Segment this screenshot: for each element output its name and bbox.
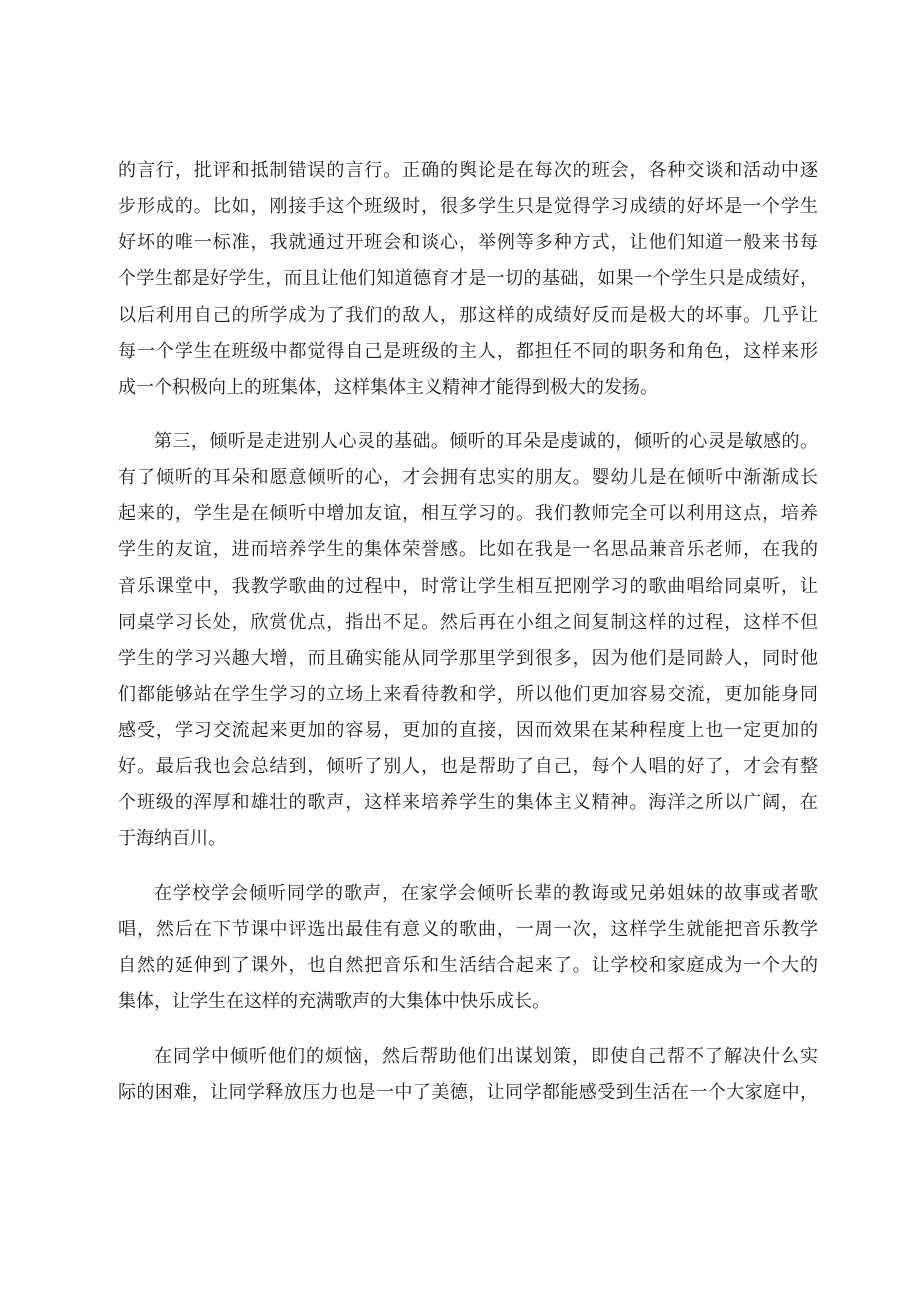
paragraph-line: 的言行，批评和抵制错误的言行。正确的舆论是在每次的班会，各种交谈和活动中逐 <box>118 160 818 181</box>
paragraph-line: 感受，学习交流起来更加的容易，更加的直接，因而效果在某种程度上也一定更加的 <box>118 720 818 741</box>
paragraph-line: 步形成的。比如，刚接手这个班级时，很多学生只是觉得学习成绩的好坏是一个学生 <box>118 196 818 217</box>
paragraph-line: 起来的，学生是在倾听中增加友谊，相互学习的。我们教师完全可以利用这点，培养 <box>118 503 818 524</box>
paragraph-line: 好。最后我也会总结到，倾听了别人，也是帮助了自己，每个人唱的好了，才会有整 <box>118 756 818 777</box>
paragraph-line: 学生的友谊，进而培养学生的集体荣誉感。比如在我是一名思品兼音乐老师，在我的 <box>118 539 818 560</box>
paragraph-line: 有了倾听的耳朵和愿意倾听的心，才会拥有忠实的朋友。婴幼儿是在倾听中渐渐成长 <box>118 467 818 488</box>
paragraph-line: 同桌学习长处，欣赏优点，指出不足。然后再在小组之间复制这样的过程，这样不但 <box>118 612 818 633</box>
paragraph-line: 在同学中倾听他们的烦恼，然后帮助他们出谋划策，即使自己帮不了解决什么实 <box>154 1046 818 1067</box>
paragraph-line: 际的困难，让同学释放压力也是一中了美德，让同学都能感受到生活在一个大家庭中， <box>118 1082 818 1103</box>
paragraph-line: 们都能够站在学生学习的立场上来看待教和学，所以他们更加容易交流，更加能身同 <box>118 684 818 705</box>
paragraph-line: 个学生都是好学生，而且让他们知道德育才是一切的基础，如果一个学生只是成绩好， <box>118 268 818 289</box>
paragraph-line: 个班级的浑厚和雄壮的歌声，这样来培养学生的集体主义精神。海洋之所以广阔，在 <box>118 792 818 813</box>
paragraph-line: 唱，然后在下节课中评选出最佳有意义的歌曲，一周一次，这样学生就能把音乐教学 <box>118 919 818 940</box>
paragraph-line: 成一个积极向上的班集体，这样集体主义精神才能得到极大的发扬。 <box>118 377 658 398</box>
paragraph-line: 以后利用自己的所学成为了我们的敌人，那这样的成绩好反而是极大的坏事。几乎让 <box>118 305 818 326</box>
paragraph-line: 每一个学生在班级中都觉得自己是班级的主人，都担任不同的职务和角色，这样来形 <box>118 341 818 362</box>
paragraph-line: 集体，让学生在这样的充满歌声的大集体中快乐成长。 <box>118 991 550 1012</box>
paragraph-line: 学生的学习兴趣大增，而且确实能从同学那里学到很多，因为他们是同龄人，同时他 <box>118 648 818 669</box>
paragraph-line: 音乐课堂中，我教学歌曲的过程中，时常让学生相互把刚学习的歌曲唱给同桌听，让 <box>118 576 818 597</box>
paragraph-line: 好坏的唯一标准，我就通过开班会和谈心，举例等多种方式，让他们知道一般来书每 <box>118 232 818 253</box>
paragraph-line: 在学校学会倾听同学的歌声，在家学会倾听长辈的教诲或兄弟姐妹的故事或者歌 <box>154 883 818 904</box>
paragraph-line: 第三，倾听是走进别人心灵的基础。倾听的耳朵是虔诚的，倾听的心灵是敏感的。 <box>154 431 818 452</box>
paragraph-line: 自然的延伸到了课外，也自然把音乐和生活结合起来了。让学校和家庭成为一个大的 <box>118 955 818 976</box>
paragraph-line: 于海纳百川。 <box>118 828 226 849</box>
